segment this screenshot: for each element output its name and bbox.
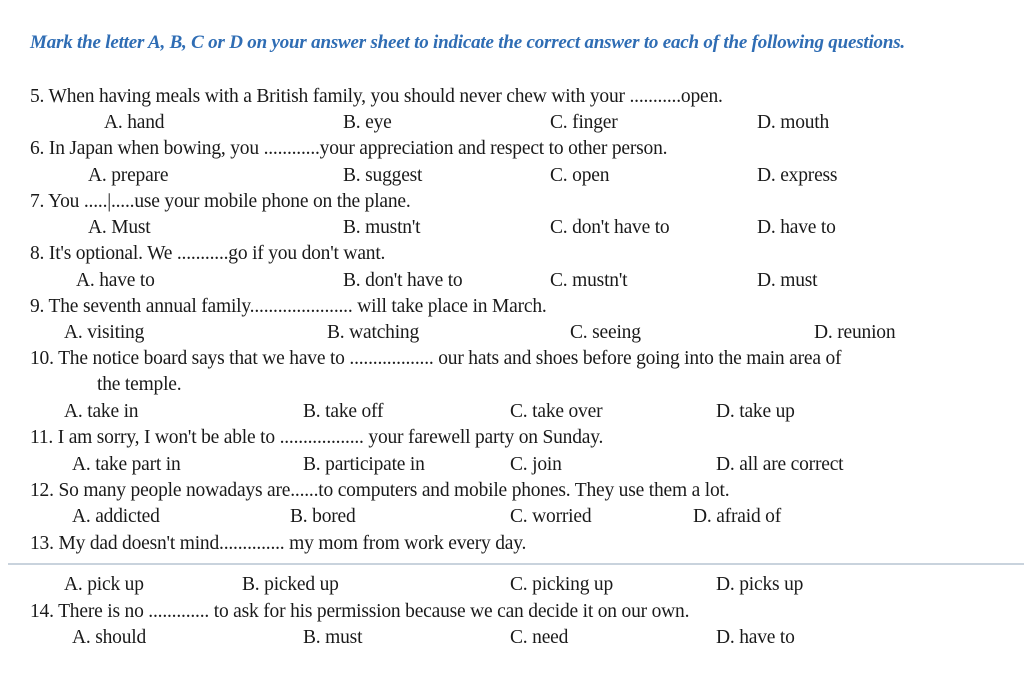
q11-option-c: C. join — [510, 454, 562, 475]
q7-option-c: C. don't have to — [550, 217, 670, 238]
question-11: 11. I am sorry, I won't be able to .................. your farewell party on Sunday. — [30, 427, 604, 448]
question-10: 10. The notice board says that we have to .................. our hats and shoes before going into the main area of — [30, 348, 842, 369]
q8-option-d: D. must — [757, 270, 818, 291]
question-8: 8. It's optional. We ...........go if you don't want. — [30, 243, 386, 264]
question-12: 12. So many people nowadays are......to computers and mobile phones. They use them a lot. — [30, 480, 730, 501]
q10-option-a: A. take in — [64, 401, 139, 422]
question-5: 5. When having meals with a British family, you should never chew with your ...........open. — [30, 86, 723, 107]
q5-option-a: A. hand — [104, 112, 165, 133]
q7-option-d: D. have to — [757, 217, 836, 238]
divider — [8, 563, 1024, 565]
q5-option-d: D. mouth — [757, 112, 830, 133]
q13-option-a: A. pick up — [64, 574, 144, 595]
q11-option-a: A. take part in — [72, 454, 181, 475]
q12-option-d: D. afraid of — [693, 506, 782, 527]
q7-option-a: A. Must — [88, 217, 151, 238]
q9-option-c: C. seeing — [570, 322, 641, 343]
q14-option-d: D. have to — [716, 627, 795, 648]
q8-option-a: A. have to — [76, 270, 155, 291]
question-7: 7. You .....|.....use your mobile phone on the plane. — [30, 191, 411, 212]
q12-option-b: B. bored — [290, 506, 356, 527]
q9-option-d: D. reunion — [814, 322, 896, 343]
q13-option-b: B. picked up — [242, 574, 339, 595]
q5-option-b: B. eye — [343, 112, 392, 133]
q11-option-b: B. participate in — [303, 454, 425, 475]
q8-option-b: B. don't have to — [343, 270, 463, 291]
question-10-continuation: the temple. — [97, 374, 182, 395]
question-13: 13. My dad doesn't mind.............. my mom from work every day. — [30, 533, 527, 554]
q14-option-a: A. should — [72, 627, 147, 648]
q6-option-d: D. express — [757, 165, 838, 186]
question-14: 14. There is no ............. to ask for his permission because we can decide it on our own. — [30, 601, 690, 622]
q13-option-d: D. picks up — [716, 574, 804, 595]
question-6: 6. In Japan when bowing, you ............your appreciation and respect to other person. — [30, 138, 668, 159]
q12-option-c: C. worried — [510, 506, 592, 527]
q10-option-d: D. take up — [716, 401, 795, 422]
q14-option-c: C. need — [510, 627, 569, 648]
q6-option-a: A. prepare — [88, 165, 169, 186]
q9-option-a: A. visiting — [64, 322, 145, 343]
q12-option-a: A. addicted — [72, 506, 160, 527]
q11-option-d: D. all are correct — [716, 454, 844, 475]
question-9: 9. The seventh annual family...................... will take place in March. — [30, 296, 547, 317]
q10-option-c: C. take over — [510, 401, 603, 422]
q5-option-c: C. finger — [550, 112, 618, 133]
q14-option-b: B. must — [303, 627, 363, 648]
q6-option-b: B. suggest — [343, 165, 423, 186]
q6-option-c: C. open — [550, 165, 610, 186]
q13-option-c: C. picking up — [510, 574, 614, 595]
q7-option-b: B. mustn't — [343, 217, 421, 238]
instructions: Mark the letter A, B, C or D on your answer sheet to indicate the correct answer to each of the following questions. — [30, 32, 905, 53]
q9-option-b: B. watching — [327, 322, 420, 343]
q8-option-c: C. mustn't — [550, 270, 628, 291]
q10-option-b: B. take off — [303, 401, 384, 422]
